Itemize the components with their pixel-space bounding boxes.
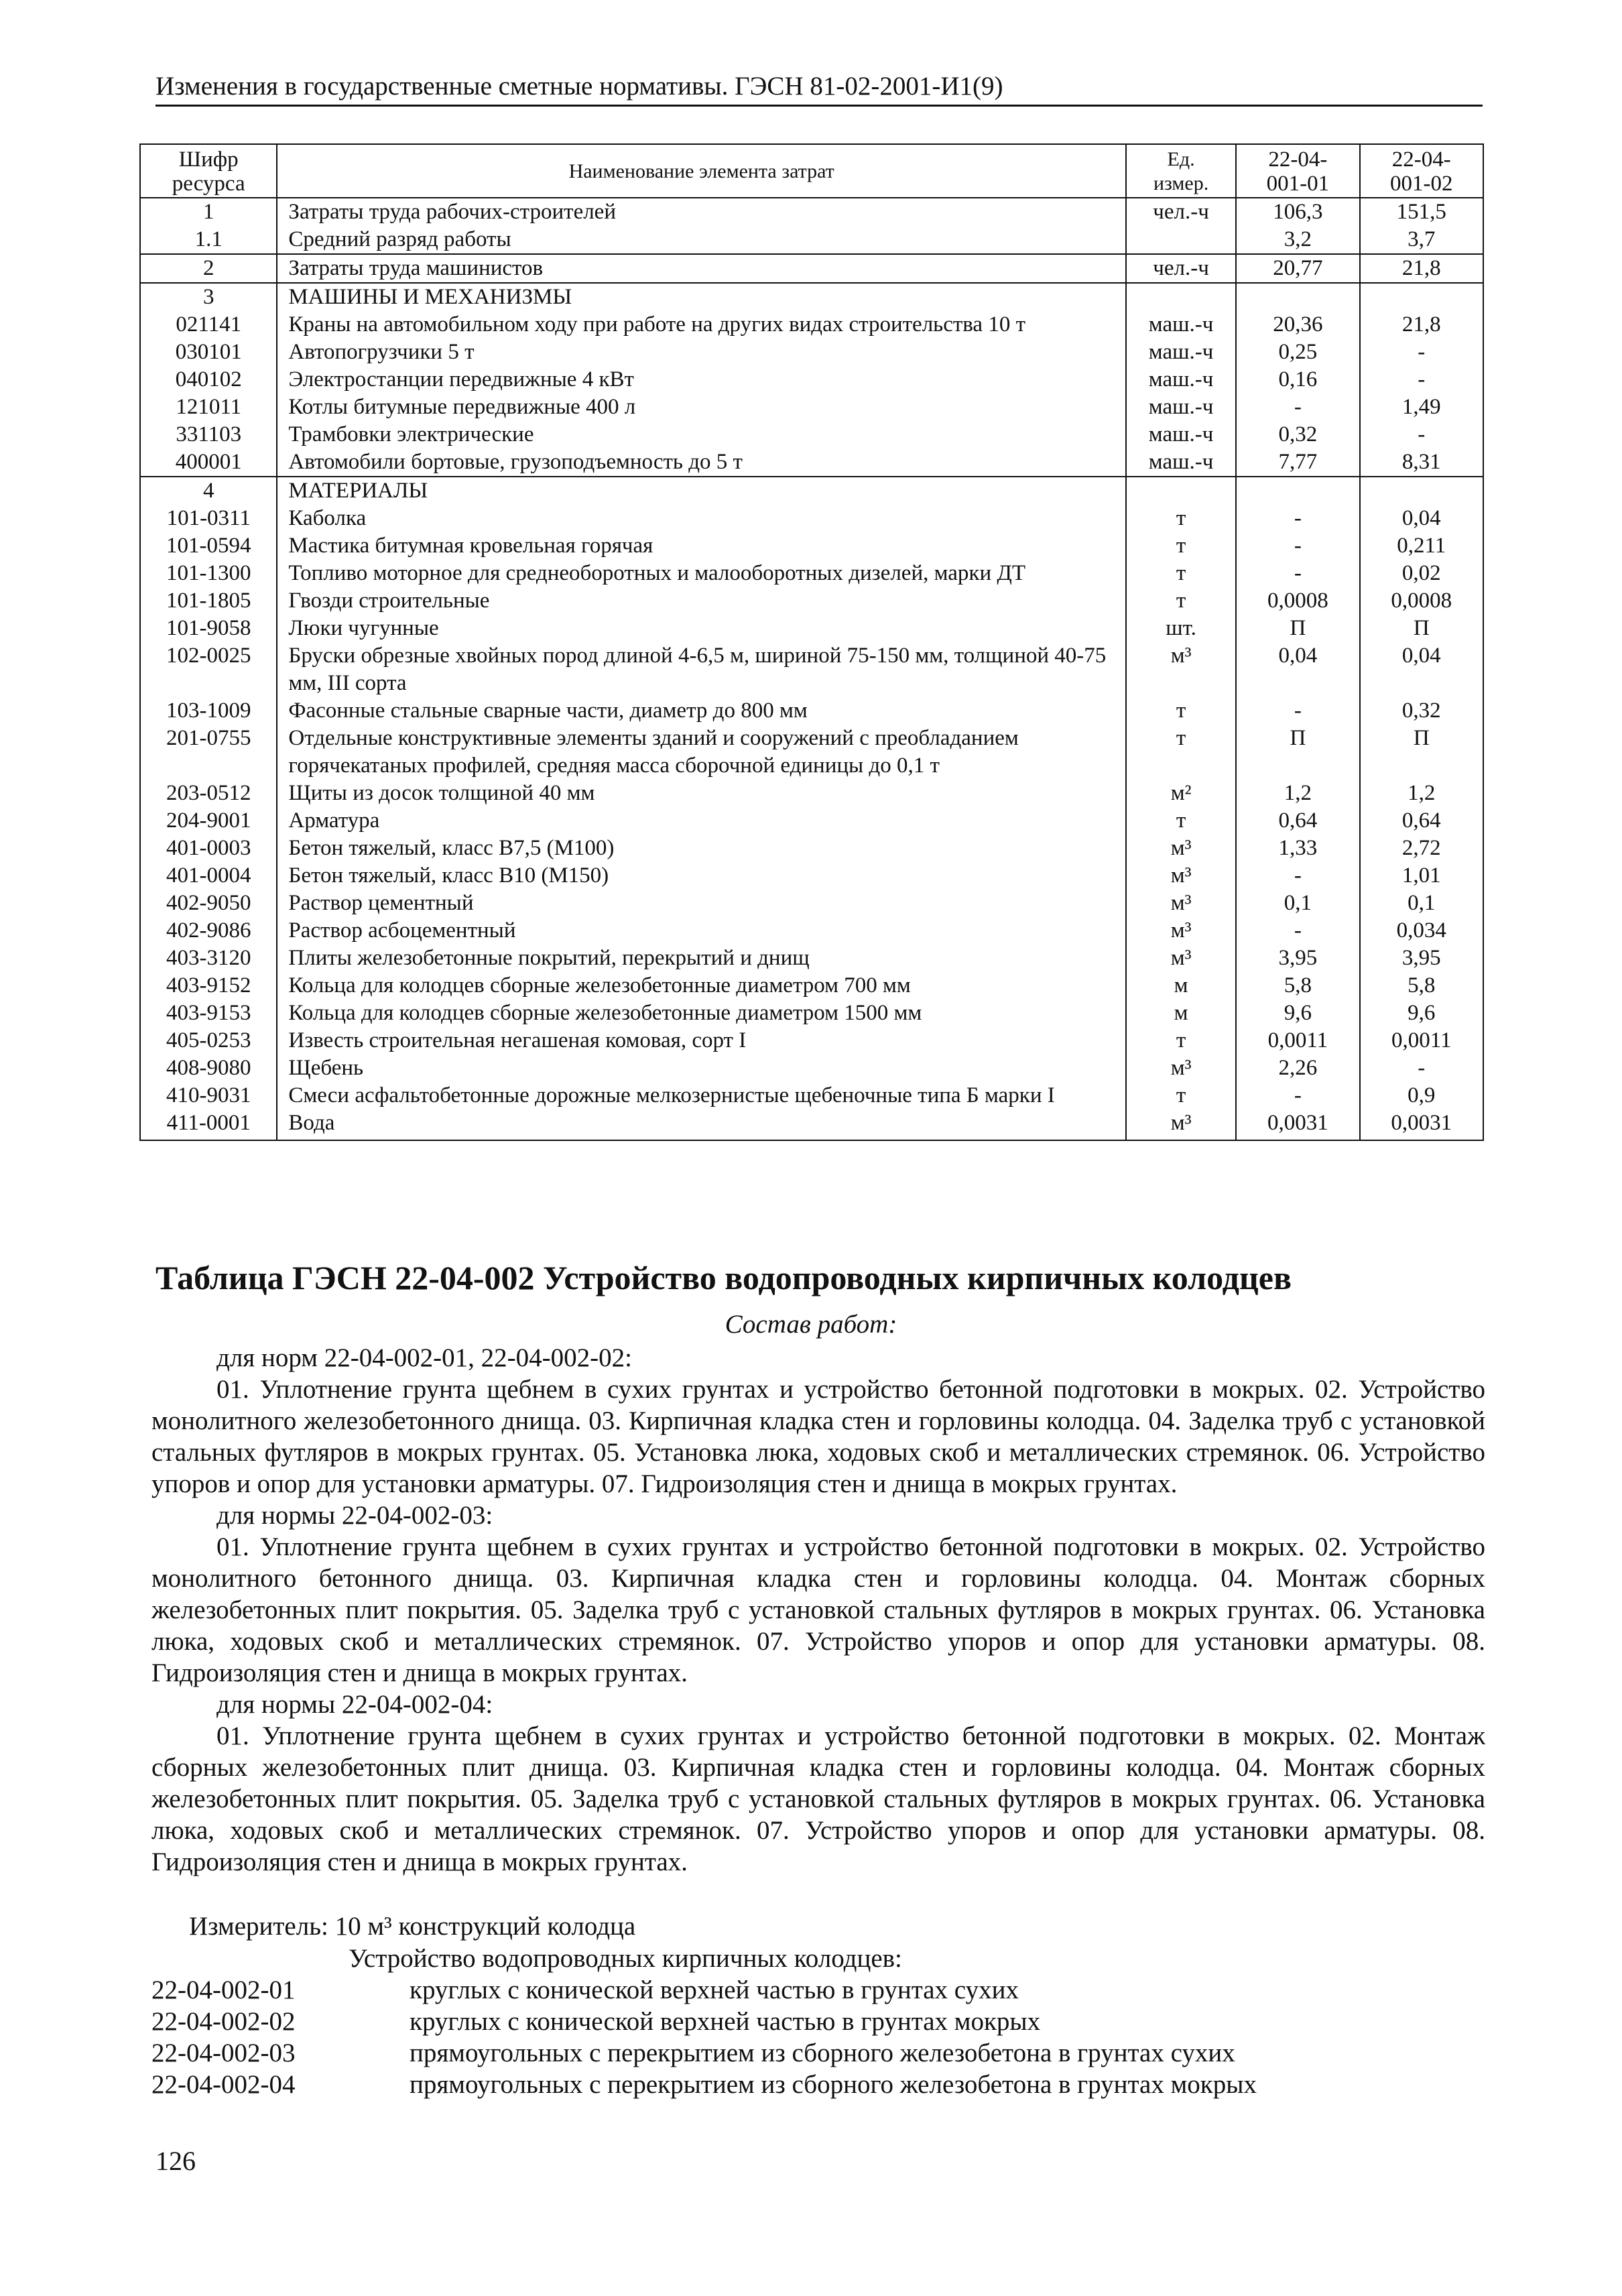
norm-code-row: [151, 2069, 1257, 2100]
cell-unit: м³: [1126, 835, 1236, 862]
cell-name: Кольца для колодцев сборные железобетонные диаметром 700 мм: [277, 972, 1126, 1000]
norm-label: для нормы 22-04-002-03:: [216, 1501, 493, 1530]
cell-name: Плиты железобетонные покрытий, перекрытий и днищ: [277, 945, 1126, 972]
table-row: [140, 615, 1483, 642]
table-row: [140, 421, 1483, 448]
col-header-norm-2-line1: 22-04-: [1391, 147, 1451, 172]
cell-unit: шт.: [1126, 615, 1236, 642]
cell-unit: маш.-ч: [1126, 339, 1236, 366]
cell-norm-2: -: [1360, 1054, 1483, 1082]
cell-norm-1: 0,16: [1236, 366, 1359, 394]
cell-unit: маш.-ч: [1126, 366, 1236, 394]
cell-name: Смеси асфальтобетонные дорожные мелкозернистые щебеночные типа Б марки I: [277, 1082, 1126, 1109]
cell-norm-1: 0,0008: [1236, 587, 1359, 615]
cell-norm-1: -: [1236, 505, 1359, 532]
col-header-norm-1-line2: 001-01: [1266, 172, 1330, 196]
cell-name: Бруски обрезные хвойных пород длиной 4-6,5 м, шириной 75-150 мм, толщиной 40-75 мм, III сорта: [277, 642, 1126, 697]
cell-norm-2: 21,8: [1360, 311, 1483, 339]
cell-code: 201-0755: [140, 725, 277, 780]
cell-code: 400001: [140, 448, 277, 477]
cell-code: 4: [140, 477, 277, 505]
table-row: [140, 642, 1483, 697]
col-header-norm-2: [1360, 144, 1483, 198]
cell-norm-1: 1,2: [1236, 780, 1359, 807]
cell-name: МАШИНЫ И МЕХАНИЗМЫ: [277, 283, 1126, 311]
cell-unit: м³: [1126, 642, 1236, 697]
norm-label: для нормы 22-04-002-04:: [216, 1690, 493, 1719]
cell-unit: маш.-ч: [1126, 394, 1236, 421]
cell-code: 403-9152: [140, 972, 277, 1000]
table-row: [140, 254, 1483, 283]
cell-code: 101-1300: [140, 560, 277, 587]
cell-name: Гвозди строительные: [277, 587, 1126, 615]
cell-norm-2: 0,04: [1360, 505, 1483, 532]
cell-name: Раствор асбоцементный: [277, 917, 1126, 945]
col-header-norm-1: [1236, 144, 1359, 198]
cell-code: 405-0253: [140, 1027, 277, 1054]
cell-norm-2: 1,2: [1360, 780, 1483, 807]
table-row: [140, 807, 1483, 835]
cell-unit: т: [1126, 1027, 1236, 1054]
cell-norm-1: П: [1236, 725, 1359, 780]
table-row: [140, 780, 1483, 807]
cell-norm-1: 1,33: [1236, 835, 1359, 862]
col-header-code-line1: Шифр: [178, 147, 239, 172]
cell-norm-1: 20,77: [1236, 254, 1359, 283]
table-row: [140, 1109, 1483, 1140]
cell-norm-2: [1360, 477, 1483, 505]
cell-norm-2: 0,0011: [1360, 1027, 1483, 1054]
cell-code: 103-1009: [140, 697, 277, 725]
cell-norm-2: 9,6: [1360, 1000, 1483, 1027]
norm-code-desc: прямоугольных с перекрытием из сборного железобетона в грунтах сухих: [410, 2039, 1235, 2067]
cell-norm-1: 0,04: [1236, 642, 1359, 697]
cell-norm-1: 0,64: [1236, 807, 1359, 835]
norm-codes-list: [151, 1974, 1257, 2100]
cell-unit: маш.-ч: [1126, 421, 1236, 448]
col-header-norm-2-line2: 001-02: [1390, 172, 1453, 196]
section-title: Таблица ГЭСН 22-04-002 Устройство водопроводных кирпичных колодцев: [155, 1259, 1292, 1296]
cell-norm-2: П: [1360, 725, 1483, 780]
col-header-code: [140, 144, 277, 198]
cell-norm-1: 106,3: [1236, 198, 1359, 226]
norm-code-row: [151, 1974, 1257, 2006]
table-row: [140, 339, 1483, 366]
cell-code: 1: [140, 198, 277, 226]
table-row: [140, 835, 1483, 862]
norm-code: 22-04-002-01: [151, 1976, 296, 2004]
cell-unit: т: [1126, 532, 1236, 560]
cell-norm-2: 8,31: [1360, 448, 1483, 477]
cell-norm-1: 0,0031: [1236, 1109, 1359, 1140]
cell-name: Средний разряд работы: [277, 226, 1126, 254]
table-row: [140, 587, 1483, 615]
cell-unit: м³: [1126, 890, 1236, 917]
cell-name: Затраты труда рабочих-строителей: [277, 198, 1126, 226]
resource-table-body: [140, 198, 1483, 1140]
table-row: [140, 917, 1483, 945]
cell-unit: т: [1126, 1082, 1236, 1109]
cell-name: Затраты труда машинистов: [277, 254, 1126, 283]
table-row: [140, 394, 1483, 421]
cell-code: 030101: [140, 339, 277, 366]
cell-norm-1: -: [1236, 1082, 1359, 1109]
cell-norm-2: 3,7: [1360, 226, 1483, 254]
cell-norm-1: [1236, 283, 1359, 311]
col-header-unit-line1: Ед.: [1167, 148, 1195, 170]
cell-code: 411-0001: [140, 1109, 277, 1140]
cell-code: 3: [140, 283, 277, 311]
cell-code: 101-9058: [140, 615, 277, 642]
table-row: [140, 1054, 1483, 1082]
cell-norm-1: -: [1236, 862, 1359, 890]
cell-unit: м³: [1126, 1109, 1236, 1140]
cell-code: 401-0003: [140, 835, 277, 862]
work-composition-label: [0, 1309, 1622, 1341]
cell-unit: т: [1126, 587, 1236, 615]
cell-norm-2: 21,8: [1360, 254, 1483, 283]
cell-code: 021141: [140, 311, 277, 339]
cell-norm-1: -: [1236, 917, 1359, 945]
cell-norm-1: П: [1236, 615, 1359, 642]
cell-code: 101-0594: [140, 532, 277, 560]
cell-unit: т: [1126, 725, 1236, 780]
cell-norm-1: 9,6: [1236, 1000, 1359, 1027]
cell-code: 1.1: [140, 226, 277, 254]
cell-code: 203-0512: [140, 780, 277, 807]
col-header-name: Наименование элемента затрат: [277, 144, 1126, 198]
page-number: 126: [155, 2146, 196, 2176]
cell-norm-1: -: [1236, 394, 1359, 421]
cell-unit: т: [1126, 505, 1236, 532]
table-row: [140, 198, 1483, 226]
table-header-row: [140, 144, 1483, 198]
cell-code: 402-9050: [140, 890, 277, 917]
cell-norm-2: 0,0008: [1360, 587, 1483, 615]
norm-text: 01. Уплотнение грунта щебнем в сухих грунтах и устройство бетонной подготовки в мокрых. 02. Устройство монолитного железобетонного днища. 03. Кирпичная кладка стен и горловины колодца. 04. Заделка труб с установкой стальных футляров в мокрых грунтах. 05. Установка люка, ходовых скоб и металлических стремянок. 06. Устройство упоров и опор для установки арматуры. 07. Гидроизоляция стен и днища в мокрых грунтах.: [151, 1375, 1485, 1498]
norm-code: 22-04-002-02: [151, 2007, 296, 2036]
cell-unit: [1126, 283, 1236, 311]
cell-name: Люки чугунные: [277, 615, 1126, 642]
cell-norm-2: 5,8: [1360, 972, 1483, 1000]
cell-code: 408-9080: [140, 1054, 277, 1082]
norm-code-desc: прямоугольных с перекрытием из сборного железобетона в грунтах мокрых: [410, 2070, 1257, 2099]
cell-code: 410-9031: [140, 1082, 277, 1109]
cell-norm-1: 0,32: [1236, 421, 1359, 448]
cell-name: Котлы битумные передвижные 400 л: [277, 394, 1126, 421]
cell-name: Топливо моторное для среднеоборотных и малооборотных дизелей, марки ДТ: [277, 560, 1126, 587]
cell-unit: м: [1126, 972, 1236, 1000]
table-row: [140, 725, 1483, 780]
table-row: [140, 862, 1483, 890]
cell-code: 402-9086: [140, 917, 277, 945]
cell-norm-2: 2,72: [1360, 835, 1483, 862]
cell-norm-1: 0,0011: [1236, 1027, 1359, 1054]
cell-norm-2: 0,211: [1360, 532, 1483, 560]
cell-name: Раствор цементный: [277, 890, 1126, 917]
table-row: [140, 311, 1483, 339]
work-composition-text: Состав работ:: [725, 1310, 897, 1339]
cell-norm-1: -: [1236, 560, 1359, 587]
norm-code-desc: круглых с конической верхней частью в грунтах мокрых: [410, 2007, 1041, 2036]
table-row: [140, 283, 1483, 311]
resource-table: [139, 143, 1484, 1141]
cell-code: 204-9001: [140, 807, 277, 835]
cell-unit: м³: [1126, 917, 1236, 945]
cell-name: Отдельные конструктивные элементы зданий и сооружений с преобладанием горячекатаных профилей, средняя масса сборочной единицы до 0,1 т: [277, 725, 1126, 780]
norm-label: для норм 22-04-002-01, 22-04-002-02:: [216, 1343, 632, 1372]
cell-norm-1: -: [1236, 532, 1359, 560]
cell-unit: м: [1126, 1000, 1236, 1027]
table-row: [140, 448, 1483, 477]
cell-norm-2: -: [1360, 366, 1483, 394]
norm-code-desc: круглых с конической верхней частью в грунтах сухих: [410, 1976, 1019, 2004]
table-row: [140, 560, 1483, 587]
cell-norm-2: -: [1360, 421, 1483, 448]
table-row: [140, 505, 1483, 532]
cell-name: Трамбовки электрические: [277, 421, 1126, 448]
norm-code-row: [151, 2037, 1257, 2069]
table-row: [140, 477, 1483, 505]
col-header-unit: [1126, 144, 1236, 198]
cell-name: Краны на автомобильном ходу при работе на других видах строительства 10 т: [277, 311, 1126, 339]
norm-text: 01. Уплотнение грунта щебнем в сухих грунтах и устройство бетонной подготовки в мокрых. 02. Монтаж сборных железобетонных плит днища. 03. Кирпичная кладка стен и горловины колодца. 04. Монтаж сборных железобетонных плит покрытия. 05. Заделка труб с установкой стальных футляров в мокрых грунтах. 06. Установка люка, ходовых скоб и металлических стремянок. 07. Устройство упоров и опор для установки арматуры. 08. Гидроизоляция стен и днища в мокрых грунтах.: [151, 1721, 1485, 1876]
cell-code: 101-0311: [140, 505, 277, 532]
cell-name: Электростанции передвижные 4 кВт: [277, 366, 1126, 394]
norm-text: 01. Уплотнение грунта щебнем в сухих грунтах и устройство бетонной подготовки в мокрых. 02. Устройство монолитного бетонного днища. 03. Кирпичная кладка стен и горловины колодца. 04. Монтаж сборных железобетонных плит покрытия. 05. Заделка труб с установкой стальных футляров в мокрых грунтах. 06. Установка люка, ходовых скоб и металлических стремянок. 07. Устройство упоров и опор для установки арматуры. 08. Гидроизоляция стен и днища в мокрых грунтах.: [151, 1532, 1485, 1687]
norm-code: 22-04-002-03: [151, 2039, 296, 2067]
cell-unit: маш.-ч: [1126, 448, 1236, 477]
cell-code: 121011: [140, 394, 277, 421]
page-header: Изменения в государственные сметные нормативы. ГЭСН 81-02-2001-И1(9): [155, 71, 1483, 107]
work-composition-body: [151, 1342, 1485, 1878]
cell-name: Автопогрузчики 5 т: [277, 339, 1126, 366]
cell-code: 101-1805: [140, 587, 277, 615]
cell-norm-1: 20,36: [1236, 311, 1359, 339]
cell-norm-2: 0,32: [1360, 697, 1483, 725]
cell-norm-2: 0,0031: [1360, 1109, 1483, 1140]
norm-code: 22-04-002-04: [151, 2070, 296, 2099]
cell-unit: [1126, 226, 1236, 254]
table-row: [140, 697, 1483, 725]
table-row: [140, 366, 1483, 394]
cell-name: Мастика битумная кровельная горячая: [277, 532, 1126, 560]
cell-norm-1: 0,25: [1236, 339, 1359, 366]
cell-code: 401-0004: [140, 862, 277, 890]
cell-name: Арматура: [277, 807, 1126, 835]
cell-unit: маш.-ч: [1126, 311, 1236, 339]
cell-norm-2: 0,1: [1360, 890, 1483, 917]
cell-code: 102-0025: [140, 642, 277, 697]
table-row: [140, 890, 1483, 917]
table-row: [140, 1082, 1483, 1109]
measurer: Измеритель: 10 м³ конструкций колодца: [189, 1912, 636, 1941]
cell-norm-2: 0,04: [1360, 642, 1483, 697]
cell-norm-1: -: [1236, 697, 1359, 725]
cell-unit: м³: [1126, 862, 1236, 890]
cell-name: Бетон тяжелый, класс В10 (М150): [277, 862, 1126, 890]
cell-name: Известь строительная негашеная комовая, сорт I: [277, 1027, 1126, 1054]
cell-norm-2: [1360, 283, 1483, 311]
cell-code: 403-9153: [140, 1000, 277, 1027]
table-row: [140, 226, 1483, 254]
cell-norm-1: 0,1: [1236, 890, 1359, 917]
cell-unit: м³: [1126, 945, 1236, 972]
cell-unit: м²: [1126, 780, 1236, 807]
col-header-code-line2: ресурса: [172, 172, 245, 196]
cell-norm-2: 0,9: [1360, 1082, 1483, 1109]
col-header-unit-line2: измер.: [1153, 172, 1209, 194]
cell-norm-2: 3,95: [1360, 945, 1483, 972]
cell-norm-1: 3,2: [1236, 226, 1359, 254]
table-row: [140, 1000, 1483, 1027]
cell-norm-1: 2,26: [1236, 1054, 1359, 1082]
cell-norm-1: 7,77: [1236, 448, 1359, 477]
table-row: [140, 972, 1483, 1000]
norms-subtitle: Устройство водопроводных кирпичных колодцев:: [349, 1944, 902, 1973]
cell-name: Щебень: [277, 1054, 1126, 1082]
cell-norm-1: 3,95: [1236, 945, 1359, 972]
cell-norm-2: 0,64: [1360, 807, 1483, 835]
cell-unit: т: [1126, 807, 1236, 835]
cell-name: Фасонные стальные сварные части, диаметр до 800 мм: [277, 697, 1126, 725]
cell-norm-1: [1236, 477, 1359, 505]
cell-name: Кольца для колодцев сборные железобетонные диаметром 1500 мм: [277, 1000, 1126, 1027]
cell-unit: т: [1126, 697, 1236, 725]
cell-norm-2: 1,01: [1360, 862, 1483, 890]
cell-name: МАТЕРИАЛЫ: [277, 477, 1126, 505]
table-row: [140, 532, 1483, 560]
cell-name: Бетон тяжелый, класс В7,5 (М100): [277, 835, 1126, 862]
cell-unit: т: [1126, 560, 1236, 587]
cell-norm-1: 5,8: [1236, 972, 1359, 1000]
cell-name: Вода: [277, 1109, 1126, 1140]
cell-code: 040102: [140, 366, 277, 394]
cell-norm-2: 0,02: [1360, 560, 1483, 587]
norm-code-row: [151, 2006, 1257, 2037]
cell-norm-2: -: [1360, 339, 1483, 366]
cell-unit: [1126, 477, 1236, 505]
table-row: [140, 1027, 1483, 1054]
table-row: [140, 945, 1483, 972]
cell-norm-2: 0,034: [1360, 917, 1483, 945]
cell-code: 403-3120: [140, 945, 277, 972]
cell-name: Щиты из досок толщиной 40 мм: [277, 780, 1126, 807]
cell-unit: чел.-ч: [1126, 254, 1236, 283]
cell-code: 331103: [140, 421, 277, 448]
cell-name: Каболка: [277, 505, 1126, 532]
cell-unit: чел.-ч: [1126, 198, 1236, 226]
cell-norm-2: П: [1360, 615, 1483, 642]
cell-unit: м³: [1126, 1054, 1236, 1082]
cell-norm-2: 1,49: [1360, 394, 1483, 421]
cell-name: Автомобили бортовые, грузоподъемность до 5 т: [277, 448, 1126, 477]
cell-code: 2: [140, 254, 277, 283]
cell-norm-2: 151,5: [1360, 198, 1483, 226]
col-header-norm-1-line1: 22-04-: [1268, 147, 1328, 172]
